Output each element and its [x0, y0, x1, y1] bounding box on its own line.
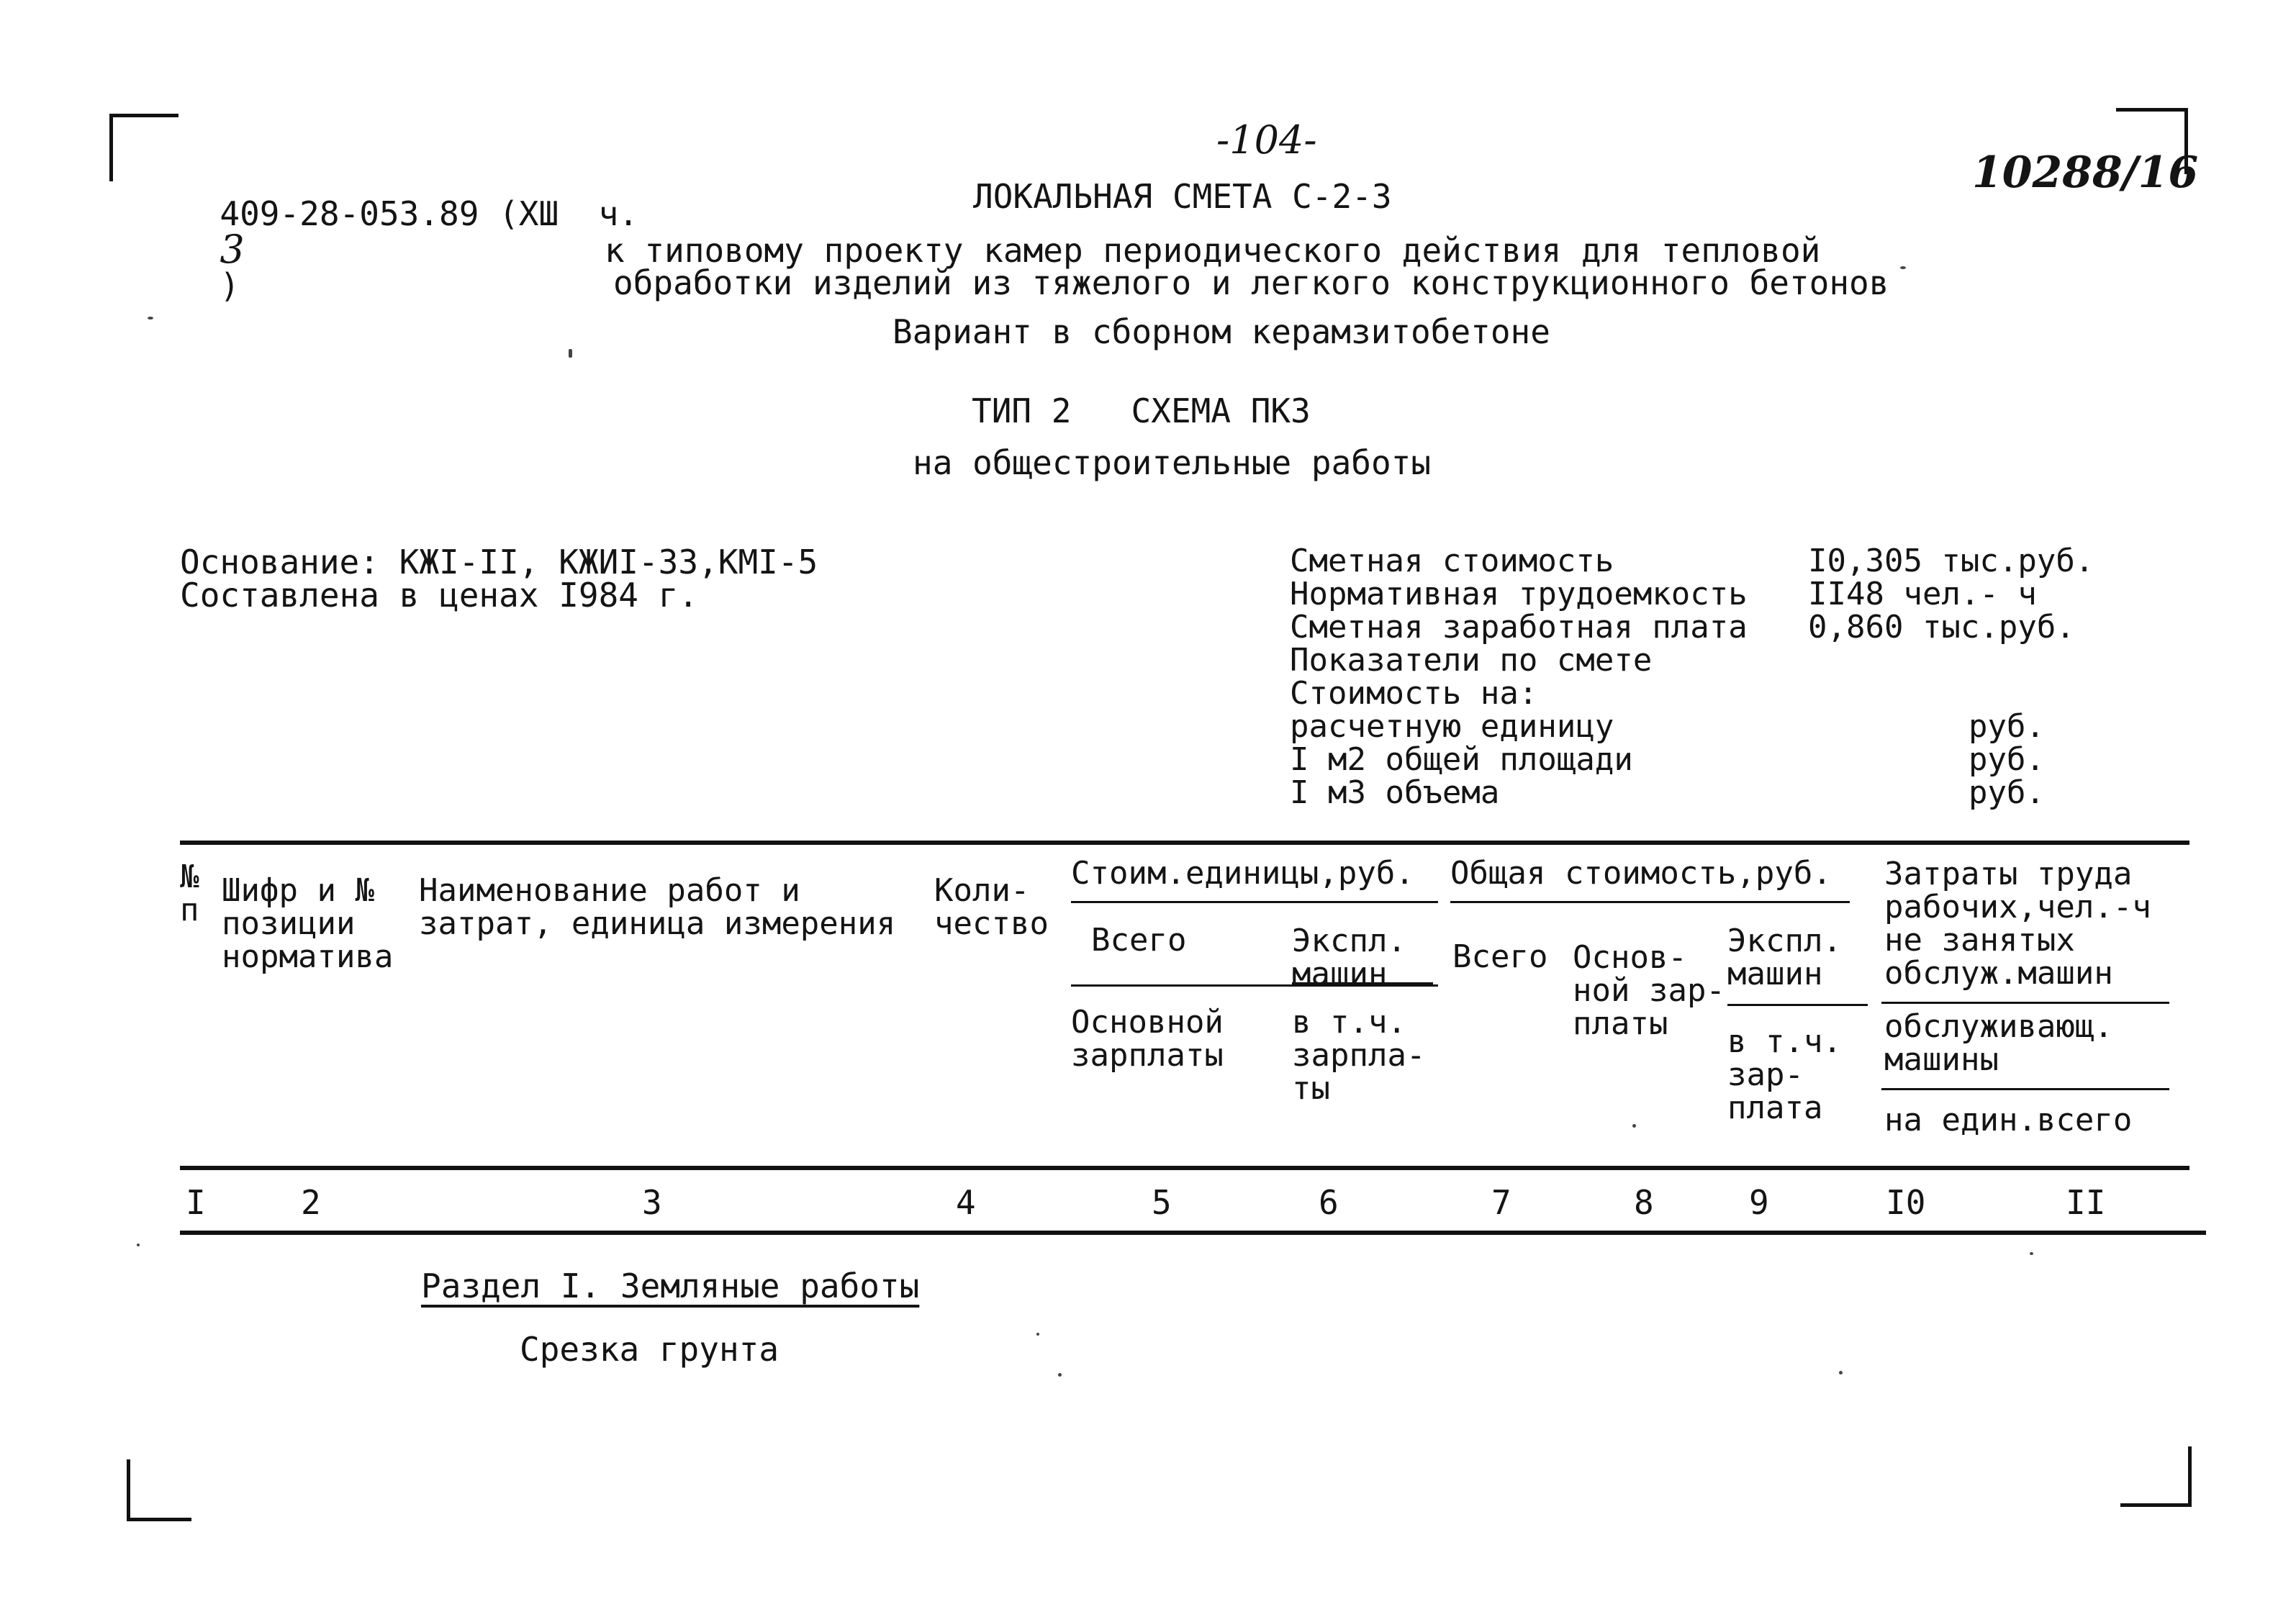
basis-line-1: Основание: КЖI-II, КЖИI-33,КМI-5: [180, 543, 818, 581]
scan-speck: [2030, 1252, 2033, 1255]
header-unit-cost: Стоим.единицы,руб.: [1071, 855, 1414, 892]
summary-value-7: руб.: [1969, 774, 2045, 811]
summary-label-5: расчетную единицу: [1290, 708, 1614, 745]
summary-label-6: I м2 общей площади: [1290, 741, 1633, 778]
header-num: № п: [180, 859, 199, 928]
column-number-4: 4: [956, 1183, 976, 1222]
section-title: Раздел I. Земляные работы: [421, 1267, 920, 1305]
header-total-base-salary: Основ- ной зар- платы: [1573, 939, 1725, 1042]
summary-label-0: Сметная стоимость: [1290, 543, 1614, 579]
column-number-6: 6: [1319, 1183, 1339, 1222]
summary-label-3: Показатели по смете: [1290, 642, 1653, 679]
scan-speck: [1036, 1333, 1039, 1336]
column-number-11: II: [2066, 1183, 2106, 1222]
header-total-incl-salary: в т.ч. зар- плата: [1727, 1023, 1842, 1126]
column-number-7: 7: [1491, 1183, 1511, 1222]
works-line: на общестроительные работы: [913, 443, 1432, 482]
column-number-1: I: [186, 1183, 206, 1222]
frame-corner-bottom-right-h: [2120, 1503, 2192, 1507]
summary-value-1: II48 чел.- ч: [1808, 576, 2037, 612]
header-total-cost: Общая стоимость,руб.: [1450, 855, 1832, 892]
header-unit-machines: Экспл. машин: [1292, 923, 1406, 992]
header-unit-incl-salary: в т.ч. зарпла- ты: [1292, 1004, 1426, 1107]
header-name: Наименование работ и затрат, единица измерения: [419, 872, 896, 942]
table-top-rule: [180, 841, 2189, 845]
summary-label-2: Сметная заработная плата: [1290, 609, 1748, 646]
scan-speck: [1632, 1124, 1636, 1128]
header-labor-serving: обслуживающ. машины: [1884, 1008, 2113, 1078]
frame-corner-top-left-h: [109, 114, 178, 117]
archive-number: 10288/16: [1972, 148, 2199, 198]
scan-speck: [1839, 1371, 1843, 1374]
labor-subrule-2: [1881, 1088, 2169, 1090]
frame-corner-bottom-left-h: [127, 1518, 191, 1521]
scan-speck: [148, 317, 153, 320]
document-code: [180, 164, 638, 305]
header-qty: Коли- чество: [934, 872, 1049, 942]
page-title: ЛОКАЛЬНАЯ СМЕТА С-2-3: [973, 177, 1392, 216]
basis-line-2: Составлена в ценах I984 г.: [180, 576, 699, 615]
column-number-10: I0: [1886, 1183, 1926, 1222]
total-machines-underline: [1727, 1004, 1868, 1006]
total-cost-subrule: [1450, 901, 1850, 903]
summary-value-5: руб.: [1969, 708, 2045, 745]
subtitle-line-2: обработки изделий из тяжелого и легкого конструкционного бетонов: [613, 263, 1889, 302]
first-item: Срезка грунта: [520, 1330, 779, 1369]
header-code: Шифр и № позиции норматива: [222, 872, 394, 975]
subtitle-line-1: к типовому проекту камер периодического действия для тепловой: [605, 231, 1821, 270]
header-labor: Затраты труда рабочих,чел.-ч не занятых обслуж.машин: [1884, 856, 2151, 992]
unit-cost-subrule: [1071, 901, 1438, 903]
summary-value-2: 0,860 тыс.руб.: [1808, 609, 2075, 646]
header-bottom-rule: [180, 1166, 2189, 1170]
summary-value-6: руб.: [1969, 741, 2045, 778]
column-numbers-bottom-rule: [180, 1231, 2206, 1235]
frame-corner-bottom-left-v: [127, 1459, 130, 1521]
header-total-total: Всего: [1452, 938, 1548, 975]
column-number-2: 2: [301, 1183, 321, 1222]
scan-speck: [569, 349, 572, 358]
summary-label-4: Стоимость на:: [1290, 675, 1538, 712]
scan-speck: [1900, 266, 1906, 269]
column-number-3: 3: [642, 1183, 662, 1222]
frame-corner-top-right-h: [2116, 108, 2188, 112]
labor-subrule-1: [1881, 1002, 2169, 1004]
frame-corner-bottom-right-v: [2188, 1446, 2192, 1507]
summary-label-7: I м3 объема: [1290, 774, 1500, 811]
header-unit-total: Всего: [1091, 922, 1187, 959]
column-number-8: 8: [1634, 1183, 1654, 1222]
summary-value-0: I0,305 тыс.руб.: [1808, 543, 2094, 579]
frame-corner-top-left-v: [109, 114, 113, 181]
document-part-handwritten: 3: [220, 227, 245, 272]
type-scheme-line: ТИП 2 СХЕМА ПКЗ: [972, 391, 1311, 430]
page-number: -104-: [1216, 117, 1317, 163]
scan-speck: [1058, 1373, 1062, 1377]
column-number-9: 9: [1749, 1183, 1769, 1222]
header-labor-unit-all: на един.всего: [1884, 1102, 2133, 1138]
summary-label-1: Нормативная трудоемкость: [1290, 576, 1748, 612]
column-number-5: 5: [1152, 1183, 1172, 1222]
document-code-text: 409-28-053.89 (ХШ ч.: [220, 194, 638, 233]
header-unit-base-salary: Основной зарплаты: [1071, 1004, 1224, 1074]
scan-speck: [137, 1244, 140, 1246]
header-total-machines: Экспл. машин: [1727, 923, 1842, 992]
variant-line: Вариант в сборном керамзитобетоне: [892, 312, 1550, 351]
document-code-paren: ): [220, 266, 240, 305]
